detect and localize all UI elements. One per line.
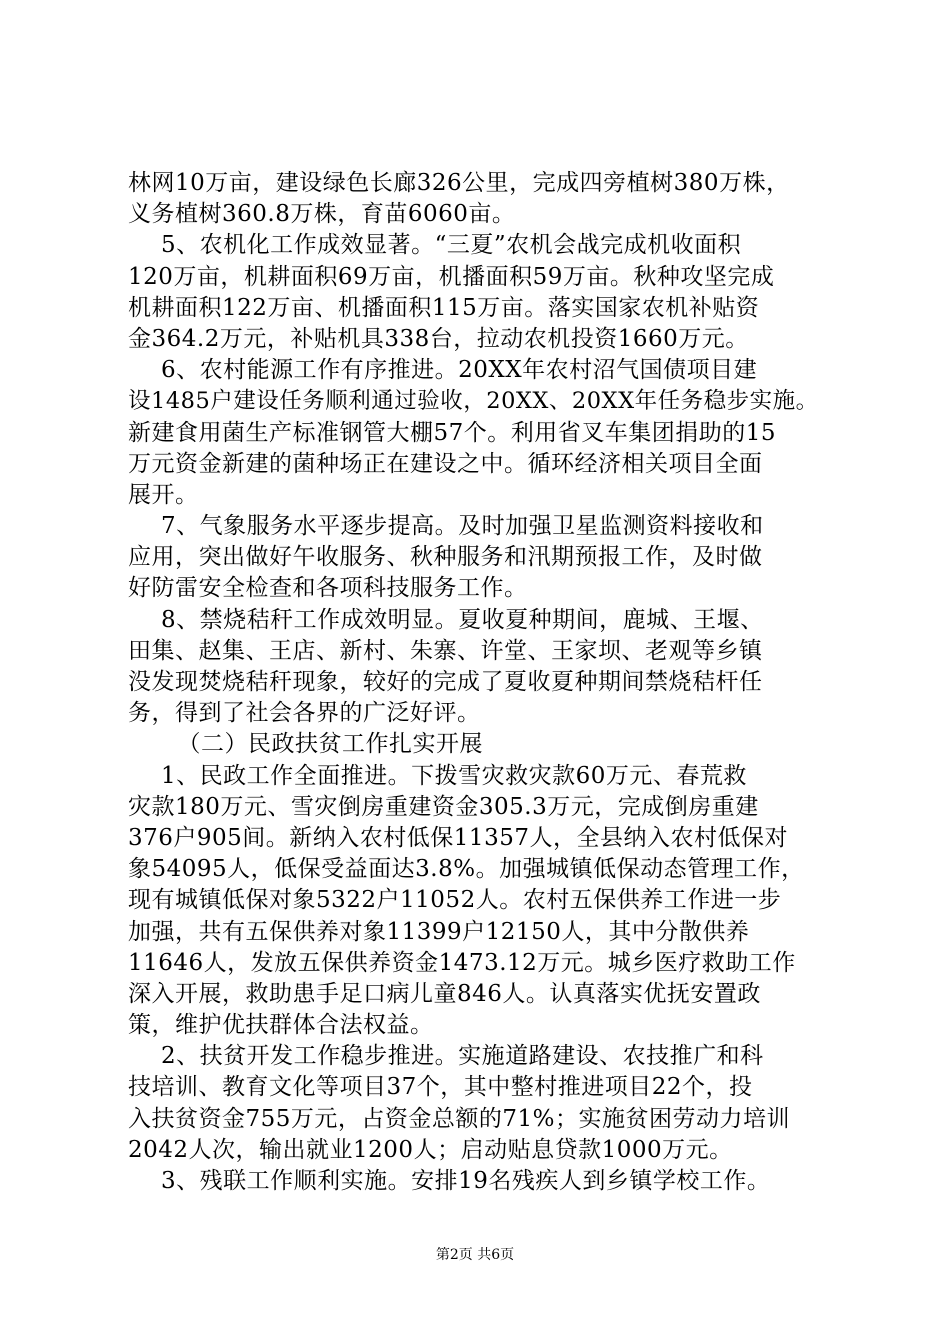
text-line: 376户905间。新纳入农村低保11357人，全县纳入农村低保对 <box>128 824 788 851</box>
text-line: 象54095人，低保受益面达3.8%。加强城镇低保动态管理工作， <box>128 856 805 883</box>
text-line: 新建食用菌生产标准钢管大棚57个。利用省叉车集团捐助的15 <box>128 419 777 446</box>
text-line: 金364.2万元，补贴机具338台，拉动农机投资1660万元。 <box>128 325 749 352</box>
text-line: 5、农机化工作成效显著。“三夏”农机会战完成机收面积 <box>161 232 742 259</box>
text-line: 应用，突出做好午收服务、秋种服务和汛期预报工作，及时做 <box>128 544 763 571</box>
text-line: （二）民政扶贫工作扎实开展 <box>177 731 483 758</box>
text-line: 120万亩，机耕面积69万亩，机播面积59万亩。秋种攻坚完成 <box>128 263 775 290</box>
text-line: 深入开展，救助患手足口病儿童846人。认真落实优抚安置政 <box>128 980 761 1007</box>
page-footer: 第2页 共6页 <box>435 1247 515 1263</box>
text-line: 3、残联工作顺利实施。安排19名残疾人到乡镇学校工作。 <box>161 1168 771 1194</box>
text-line: 6、农村能源工作有序推进。20XX年农村沼气国债项目建 <box>161 357 758 384</box>
text-line: 田集、赵集、王店、新村、朱寨、许堂、王家坝、老观等乡镇 <box>128 637 763 664</box>
text-line: 入扶贫资金755万元，占资金总额的71%；实施贫困劳动力培训 <box>128 1105 791 1132</box>
text-line: 灾款180万元、雪灾倒房重建资金305.3万元，完成倒房重建 <box>128 793 759 820</box>
text-line: 2042人次，输出就业1200人；启动贴息贷款1000万元。 <box>128 1136 733 1163</box>
text-line: 没发现焚烧秸秆现象，较好的完成了夏收夏种期间禁烧秸杆任 <box>128 669 763 695</box>
text-line: 11646人，发放五保供养资金1473.12万元。城乡医疗救助工作 <box>128 949 796 976</box>
text-line: 展开。 <box>128 481 199 508</box>
text-line: 好防雷安全检查和各项科技服务工作。 <box>128 575 528 602</box>
text-line: 加强，共有五保供养对象11399户12150人，其中分散供养 <box>128 918 750 945</box>
text-line: 林网10万亩，建设绿色长廊326公里，完成四旁植树380万株， <box>128 170 790 196</box>
text-line: 8、禁烧秸秆工作成效明显。夏收夏种期间，鹿城、王堰、 <box>161 606 764 633</box>
text-line: 设1485户建设任务顺利通过验收，20XX、20XX年任务稳步实施。 <box>128 388 819 415</box>
text-line: 2、扶贫开发工作稳步推进。实施道路建设、农技推广和科 <box>161 1043 764 1070</box>
body-text <box>128 168 833 1197</box>
text-line: 万元资金新建的菌种场正在建设之中。循环经济相关项目全面 <box>128 450 763 477</box>
text-line: 务，得到了社会各界的广泛好评。 <box>128 700 481 727</box>
text-line: 现有城镇低保对象5322户11052人。农村五保供养工作进一步 <box>128 887 782 914</box>
text-line: 机耕面积122万亩、机播面积115万亩。落实国家农机补贴资 <box>128 294 760 321</box>
text-line: 7、气象服务水平逐步提高。及时加强卫星监测资料接收和 <box>161 513 764 540</box>
text-line: 1、民政工作全面推进。下拨雪灾救灾款60万元、春荒救 <box>161 762 747 789</box>
text-line: 技培训、教育文化等项目37个，其中整村推进项目22个，投 <box>128 1074 753 1101</box>
text-line: 义务植树360.8万株，育苗6060亩。 <box>128 201 516 228</box>
text-line: 策，维护优扶群体合法权益。 <box>128 1012 434 1039</box>
